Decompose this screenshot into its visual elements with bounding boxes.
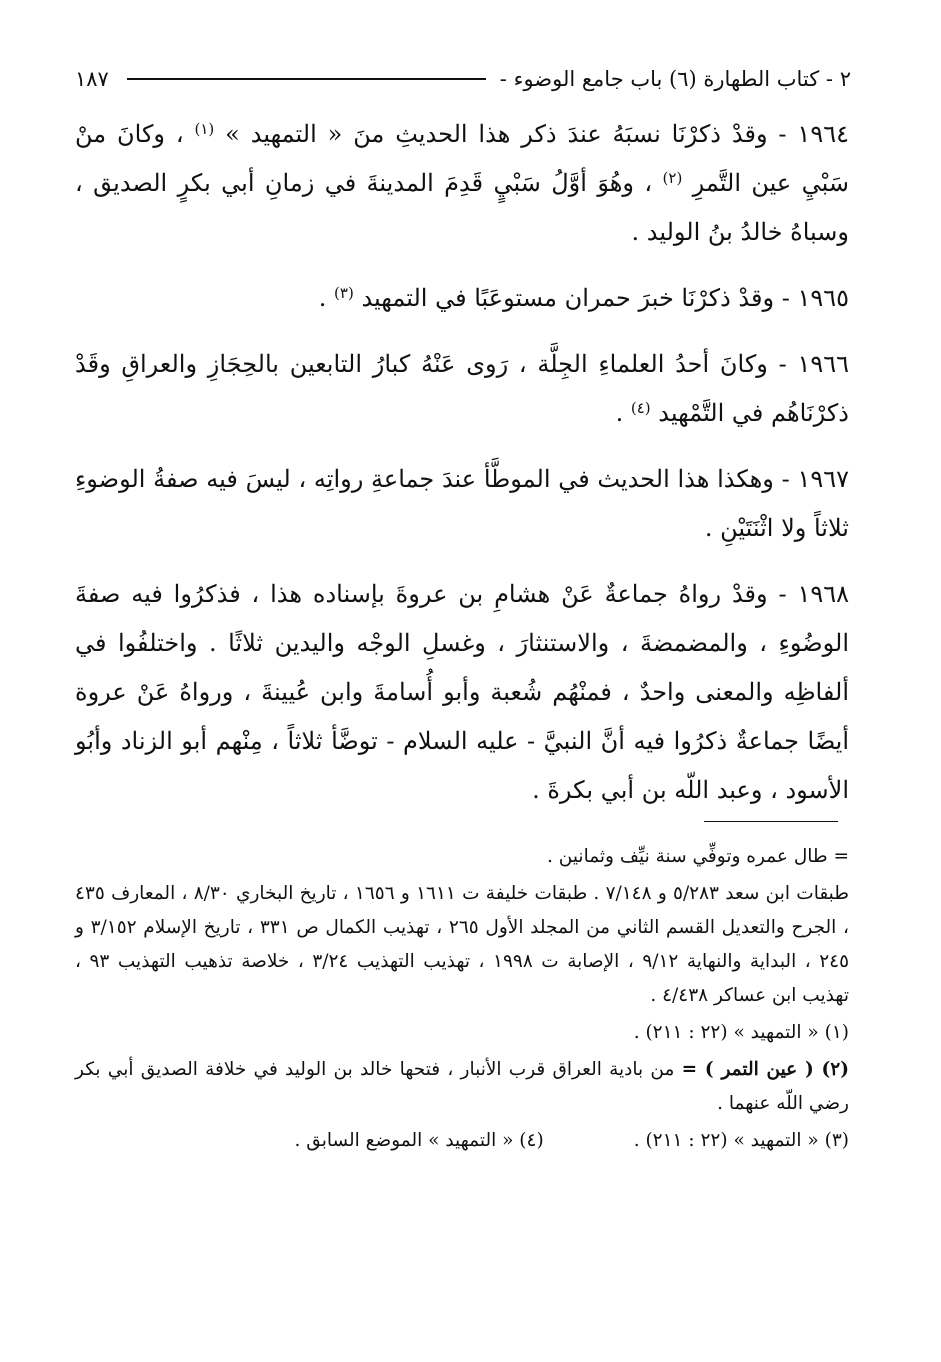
entry-text: - وكانَ أحدُ العلماءِ الجِلَّة ، رَوى عَنْهُ كبارُ التابعين بالحِجَازِ والعراقِ وقَدْ ذكرْنَاهُم في التَّمْهيد xyxy=(75,350,849,427)
footnote-ref[interactable]: (٢) xyxy=(662,169,683,187)
main-text xyxy=(75,110,849,832)
entry-1966 xyxy=(75,340,849,438)
entry-1965 xyxy=(75,274,849,323)
footnote-continuation: = طال عمره وتوفِّي سنة نيِّف وثمانين . xyxy=(547,846,849,867)
entry-number: ١٩٦٥ xyxy=(797,284,849,312)
footnote-1: (١) « التمهيد » (٢٢ : ٢١١) . xyxy=(633,1022,849,1043)
entry-text: . xyxy=(318,284,335,312)
footnote-ref[interactable]: (٤) xyxy=(630,399,651,417)
footnote-ref[interactable]: (٣) xyxy=(334,284,354,302)
footnote-3: (٣) « التمهيد » (٢٢ : ٢١١) . xyxy=(633,1130,849,1151)
footnote-label: (٢) ( عين التمر ) = xyxy=(681,1059,849,1080)
entry-text: . xyxy=(615,399,631,427)
page-number: ١٨٧ xyxy=(75,67,109,91)
entry-text: - وقدْ رواهُ جماعةٌ عَنْ هشامِ بن عروةَ بإسناده هذا ، فذكرُوا فيه صفةَ الوضُوءِ ، والمضمضةَ ، والاستنثارَ ، وغسلِ الوجْه واليدين ثلاثًا . واختلفُوا في ألفاظِه والمعنى واحدٌ ، فمنْهُم شُعبة وأبو أُسامةَ وابن عُيينةَ ، ورواهُ عَنْ عروة أيضًا جماعةٌ ذكرُوا فيه أنَّ النبيَّ - عليه السلام - توضَّأ ثلاثاً ، مِنْهم أبو الزناد وأبُو الأسود ، وعبد اللّه بن أبي بكرةَ . xyxy=(75,580,849,804)
footnote-separator xyxy=(704,821,838,822)
footnotes xyxy=(75,840,849,1158)
footnote-continuation: طبقات ابن سعد ٥/٢٨٣ و ٧/١٤٨ . طبقات خليفة ت ١٦١١ و ١٦٥٦ ، تاريخ البخاري ٨/٣٠ ، المعارف ٤٣٥ ، الجرح والتعديل القسم الثاني من المجلد الأول ٢٦٥ ، تهذيب الكمال ص ٣٣١ ، تاريخ الإسلام ٣/١٥٢ و ٢٤٥ ، البداية والنهاية ٩/١٢ ، الإصابة ت ١٩٩٨ ، تهذيب التهذيب ٣/٢٤ ، خلاصة تذهيب التهذيب ٩٣ ، تهذيب ابن عساكر ٤/٤٣٨ . xyxy=(75,883,850,1006)
footnote-text: من بادية العراق قرب الأنبار ، فتحها خالد بن الوليد في خلافة الصديق أبي بكر رضي اللّه عنهما . xyxy=(75,1059,849,1114)
entry-1964 xyxy=(75,110,849,257)
header-rule xyxy=(127,78,486,80)
entry-text: - وقدْ ذكرْنَا خبرَ حمران مستوعَبًا في التمهيد xyxy=(353,284,798,312)
entry-number: ١٩٦٤ xyxy=(797,120,849,148)
page-header xyxy=(75,62,851,96)
entry-number: ١٩٦٧ xyxy=(797,465,849,493)
footnote-ref[interactable]: (١) xyxy=(194,120,215,138)
entry-1968 xyxy=(75,570,849,815)
entry-text: - وهكذا هذا الحديث في الموطَّأ عندَ جماعةِ رواتِه ، ليسَ فيه صفةُ الوضوءِ ثلاثاً ولا اثْنَتَيْنِ . xyxy=(75,465,849,542)
footnote-4: (٤) « التمهيد » الموضع السابق . xyxy=(294,1130,544,1151)
footnote-2 xyxy=(75,1053,849,1121)
running-title: ٢ - كتاب الطهارة (٦) باب جامع الوضوء - xyxy=(499,67,851,91)
entry-text: - وقدْ ذكرْنَا نسبَهُ عندَ ذكر هذا الحديثِ منَ « التمهيد » xyxy=(214,120,798,148)
footnote-row xyxy=(75,1124,849,1158)
entry-number: ١٩٦٦ xyxy=(797,350,849,378)
entry-number: ١٩٦٨ xyxy=(797,580,849,608)
entry-1967 xyxy=(75,455,849,553)
entry-text: ، وكانَ منْ سَبْيِ عين التَّمرِ xyxy=(75,120,849,197)
entry-text: ، وهُوَ أوَّلُ سَبْيٍ قَدِمَ المدينةَ في زمانِ أبي بكرٍ الصديق ، وسباهُ خالدُ بنُ الوليد . xyxy=(75,169,849,246)
